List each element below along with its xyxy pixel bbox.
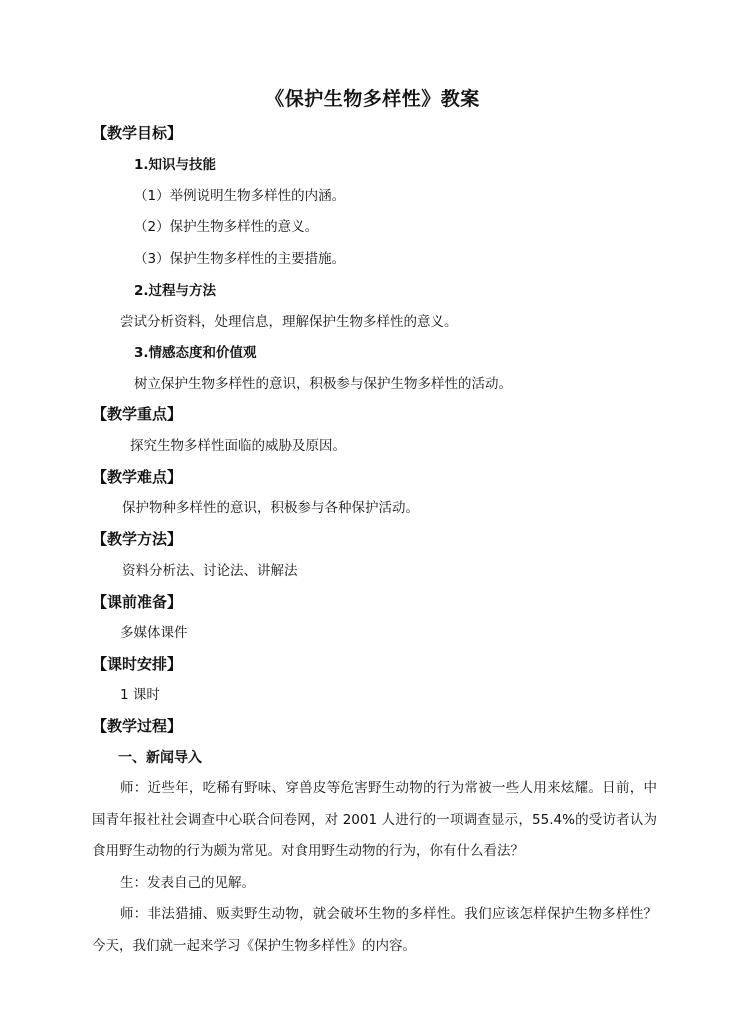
process-paragraph-1: 师：近些年，吃稀有野味、穿兽皮等危害野生动物的行为常被一些人用来炫耀。日前，中国青年报社社会调查中心联合问卷网，对 2001 人进行的一项调查显示，55.4%的受访者认为食用野生动物的行为颇为常见。对食用野生动物的行为，你有什么看法？ (92, 780, 657, 859)
key-points-text: 探究生物多样性面临的威胁及原因。 (130, 438, 346, 454)
process-text: 尝试分析资料，处理信息，理解保护生物多样性的意义。 (120, 314, 458, 330)
heading-process: 【教学过程】 (92, 717, 183, 735)
knowledge-item-2: （2）保护生物多样性的意义。 (134, 219, 319, 235)
document-title: 《保护生物多样性》教案 (265, 88, 480, 110)
knowledge-item-1: （1）举例说明生物多样性的内涵。 (134, 188, 346, 204)
process-paragraph-3: 师：非法猎捕、贩卖野生动物，就会破坏生物的多样性。我们应该怎样保护生物多样性？今天，我们就一起来学习《保护生物多样性》的内容。 (92, 906, 657, 954)
subheading-news-intro: 一、新闻导入 (118, 750, 202, 766)
subheading-knowledge: 1.知识与技能 (134, 157, 217, 173)
knowledge-item-3: （3）保护生物多样性的主要措施。 (134, 251, 346, 267)
heading-objectives: 【教学目标】 (92, 124, 183, 142)
heading-preparation: 【课前准备】 (92, 593, 183, 611)
heading-methods: 【教学方法】 (92, 530, 183, 548)
preparation-text: 多媒体课件 (120, 625, 188, 641)
heading-key-points: 【教学重点】 (92, 405, 183, 423)
schedule-text: 1 课时 (120, 687, 160, 703)
subheading-attitude: 3.情感态度和价值观 (134, 345, 257, 361)
heading-schedule: 【课时安排】 (92, 655, 183, 673)
difficulties-text: 保护物种多样性的意识，积极参与各种保护活动。 (122, 500, 419, 516)
subheading-process: 2.过程与方法 (134, 283, 217, 299)
attitude-text: 树立保护生物多样性的意识，积极参与保护生物多样性的活动。 (134, 376, 512, 392)
heading-difficulties: 【教学难点】 (92, 468, 183, 486)
methods-text: 资料分析法、讨论法、讲解法 (122, 563, 298, 579)
process-paragraph-2: 生：发表自己的见解。 (120, 875, 255, 891)
